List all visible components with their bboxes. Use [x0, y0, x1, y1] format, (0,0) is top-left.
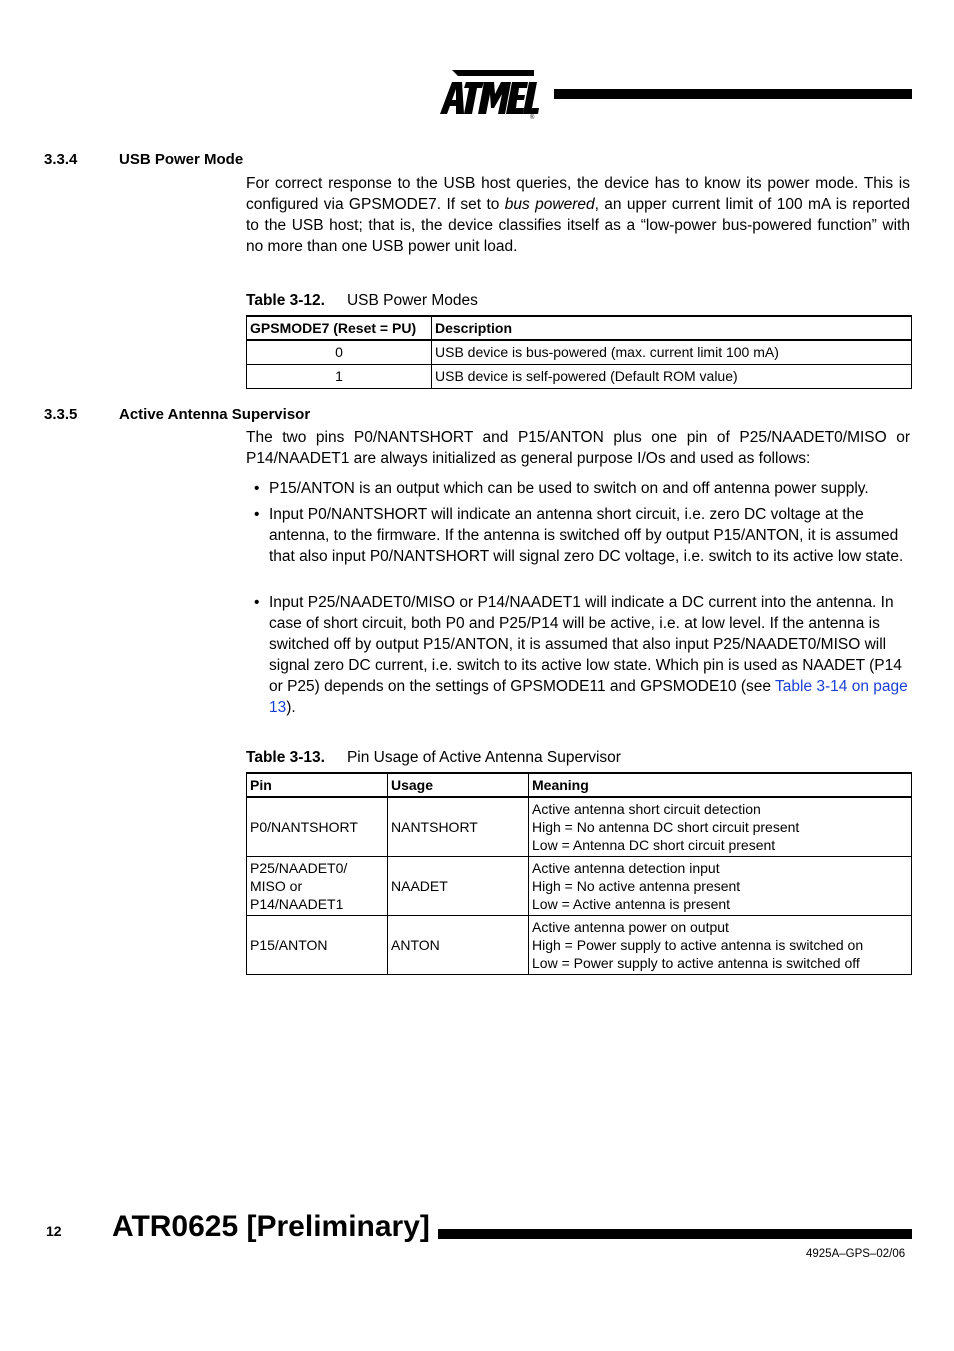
table-cell: NAADET — [388, 856, 529, 915]
footer-rule — [438, 1229, 912, 1239]
usb-power-modes-table — [246, 315, 912, 389]
table-caption: Table 3-13. Pin Usage of Active Antenna Supervisor — [246, 749, 621, 766]
table-cell: P25/NAADET0/ MISO or P14/NAADET1 — [247, 856, 388, 915]
table-header: Pin — [247, 773, 388, 797]
table-row — [247, 797, 912, 856]
table-cell: ANTON — [388, 915, 529, 974]
table-cell: NANTSHORT — [388, 797, 529, 856]
list-item: • Input P25/NAADET0/MISO or P14/NAADET1 will indicate a DC current into the antenna. In case of short circuit, both P0 and P25/P14 will be active, i.e. at low level. If the antenna is switched off by output P15/ANTON, it is assumed that also input P25/NAADET0/MISO will signal zero DC current, i.e. switch to its active low state. Which pin is used as NAADET (P14 or P25) depends on the settings of GPSMODE11 and GPSMODE10 (see Table 3-14 on page 13). — [254, 594, 908, 716]
table-row — [247, 856, 912, 915]
table-header: GPSMODE7 (Reset = PU) — [247, 316, 432, 340]
table-header: Usage — [388, 773, 529, 797]
table-cell: Active antenna detection input High = No active antenna present Low = Active antenna is present — [529, 856, 912, 915]
bullet: • — [254, 594, 260, 611]
document-code: 4925A–GPS–02/06 — [806, 1248, 906, 1260]
section-title: Active Antenna Supervisor — [119, 406, 311, 423]
table-cell: Active antenna power on output High = Power supply to active antenna is switched on Low = Power supply to active antenna is switched off — [529, 915, 912, 974]
section-number: 3.3.5 — [44, 406, 78, 423]
page-number: 12 — [46, 1223, 62, 1239]
table-cell: 1 — [247, 364, 432, 388]
svg-text:®: ® — [530, 115, 535, 120]
table-cell: 0 — [247, 340, 432, 364]
table-row — [247, 364, 912, 388]
table-caption: Table 3-12. USB Power Modes — [246, 292, 478, 309]
list-item: • Input P0/NANTSHORT will indicate an antenna short circuit, i.e. zero DC voltage at the antenna, to the firmware. If the antenna is switched off by output P15/ANTON, it is assumed that also input P0/NANTSHORT will signal zero DC voltage, i.e. switch to its active low state. — [254, 506, 904, 565]
list-item: • P15/ANTON is an output which can be used to switch on and off antenna power supply. — [254, 480, 869, 497]
table-cell: USB device is self-powered (Default ROM value) — [432, 364, 912, 388]
atmel-logo — [438, 68, 542, 120]
table-header: Meaning — [529, 773, 912, 797]
table-row — [247, 915, 912, 974]
antenna-intro-paragraph: The two pins P0/NANTSHORT and P15/ANTON plus one pin of P25/NAADET0/MISO or P14/NAADET1 are always initialized as general purpose I/Os and used as follows: — [246, 429, 910, 467]
header-rule — [554, 89, 912, 99]
document-title: ATR0625 [Preliminary] — [112, 1210, 430, 1243]
table-row — [247, 340, 912, 364]
usb-power-mode-paragraph: For correct response to the USB host queries, the device has to know its power mode. This is configured via GPSMODE7. If set to bus powered, an upper current limit of 100 mA is reported to the USB host; that is, the device classifies itself as a “low-power bus-powered function” with no more than one USB power unit load. — [246, 175, 910, 255]
table-reference-link[interactable]: Table 3-14 on page 13 — [269, 678, 908, 716]
table-cell: USB device is bus-powered (max. current limit 100 mA) — [432, 340, 912, 364]
table-cell: Active antenna short circuit detection High = No antenna DC short circuit present Low = Antenna DC short circuit present — [529, 797, 912, 856]
table-header: Description — [432, 316, 912, 340]
bullet: • — [254, 480, 260, 497]
bullet: • — [254, 506, 260, 523]
table-cell: P15/ANTON — [247, 915, 388, 974]
section-title: USB Power Mode — [119, 151, 244, 168]
pin-usage-table — [246, 772, 912, 975]
section-number: 3.3.4 — [44, 151, 78, 168]
table-cell: P0/NANTSHORT — [247, 797, 388, 856]
